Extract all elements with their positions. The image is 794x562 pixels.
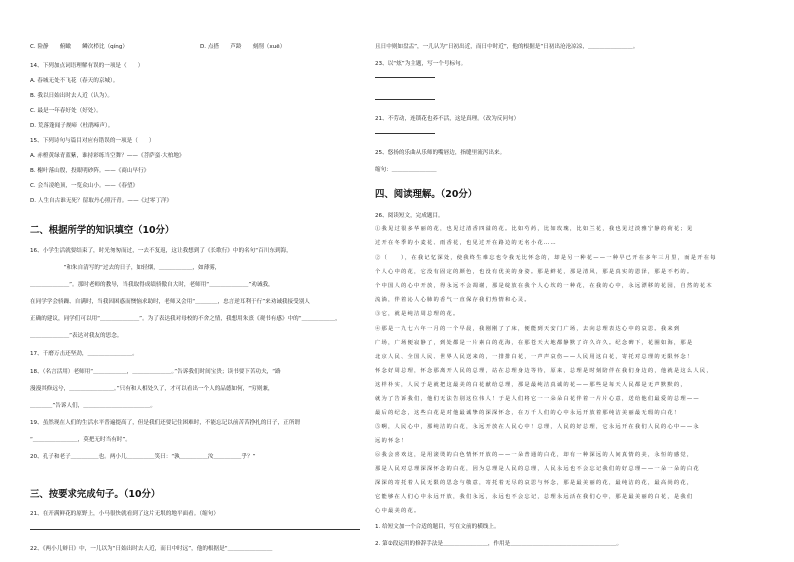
text-line: D. 荒落蓬闻子规啼（杜鹃啼声）。 [30,123,114,129]
text-line: 正确的建议，同学们可以用“＿＿＿＿＿＿＿”。为了表达我对母校的不舍之情，我想用朱熹《观书有感》中的“＿＿＿＿＿＿， [30,316,341,322]
text-line: 北京人民、全国人民、世界人民送来的，一排排白花，一声声哀伤——人民用这白花，寄托对总理的无限怀念！ [375,354,694,360]
text-line: 20、孔子和老子＿＿＿＿＿也。两小儿＿＿＿＿＿笑曰：“孰＿＿＿＿＿汝＿＿＿＿＿乎？” [30,454,256,460]
text-line: B. 我以日始出时去人近（认为）。 [30,93,113,99]
answer-line[interactable] [375,76,435,78]
text-line: 16、小学生活就要结束了，时光匆匆而过，一去不复返，这让我想到了《长歌行》中的名句“百川东到海， [30,248,292,254]
text-line: 23、以“炫”为主题，写一个号标句。 [375,61,467,67]
text-line: 流淌，伴着沁人心肺的香气一直保存我们热情和心灵。 [375,297,531,303]
text-line: 个中国人的心中开放，得永远不会凋谢，那是绽放在我个人心坎的一种花，在我的心中，永远漂移的花园，自然的花木 [375,283,713,289]
text-line: 25、悠扬的乐曲从乐师的嘴唇边，指缝里流泻出来。 [375,150,506,156]
text-line: C. 险静 俯瞰 鳞次栉比（qíng） [30,44,128,50]
text-line: 21、在开满鲜花的原野上，小马很快就看到了这片无垠的地平面看。（缩句） [30,511,219,517]
text-line: ⑤啊，人民心中，那纯洁的白花，永远开放在人民心中！总理，人民的好总理，它永远开在我们人民的心中——永 [375,424,700,430]
text-line: 最后的纪念，这些白花是对他最诚挚的深深怀念，在万千人们的心中永远开放着那纯洁美丽最无瑕的白花！ [375,410,681,416]
text-line: 15、下列诗句与篇目对应有错误的一项是（ ） [30,138,155,144]
section-heading: 二、根据所学的知识填空（10分） [30,225,175,236]
section-heading: 四、阅读理解。（20分） [375,189,478,200]
text-line: 17、千磨万击还坚劲，＿＿＿＿＿＿＿＿。 [30,351,138,357]
text-line: 这样朴实，人民于是就把这最美的白花献给总理，那是最纯洁真诚的花——那些是每天人民都是无声默默的， [375,382,687,388]
text-line: 那是人民对总理深深怀念的白花，因为总理是人民的总理，人民永远也不会忘记我们的好总理——一朵一朵的白花 [375,466,700,472]
text-line: 过开在冬季的小麦花、雨香花，也见过开在路边的无名小花…… [375,240,557,246]
text-line: A. 赤橙黄绿青蓝紫，谁持彩练当空舞？——《菩萨蛮·大柏地》 [30,153,185,159]
text-line: ＿＿＿＿”告诉人们，＿＿＿＿＿＿＿＿＿＿＿＿。 [30,403,156,409]
text-line: D. 人生自古谁无死？留取丹心照汗青。——《过零丁洋》 [30,198,173,204]
text-line: D. 点搭 芦龄 刻削（xuē） [200,44,286,50]
text-line: 怀念好周总理，怀念那离开人民的总理，站在总理身边等待，原来，总理是时刻陪伴在我们身边的，他就是这么人民， [375,368,713,374]
text-line: C. 会当凌绝顶，一览众山小。——《春望》 [30,183,139,189]
text-line: “＿＿＿＿＿＿＿＿，莫把无时当有时”。 [30,437,131,443]
text-line: ＿＿＿＿＿＿＿”。那时老师的教导，当我取得成绩骄傲自大时，老师用“＿＿＿＿＿＿＿”劝诫我， [30,282,274,288]
text-line: ＿＿＿＿＿＿＿”表达对我友的思念。 [30,333,123,339]
text-line: 21、不劳动，连锁花也养不活，这是真理。（改为反问句） [375,116,520,122]
text-line: 22、《两小儿辩日》中，一儿以为“日始出时去人近，而日中时远”，他的根据是“＿＿＿＿＿＿＿＿ [30,546,273,552]
text-line: 广场，广场便寂静了，到处都是一片素白的花海，在那苍天大地都静默了许久许久。纪念碑下，花圈如海，那是 [375,340,694,346]
text-line: 心中最美的花。 [375,508,421,514]
text-line: 缩句：＿＿＿＿＿＿＿＿ [375,167,437,173]
text-line: 14、下列加点词语理解有误的一项是（ ） [30,63,144,69]
text-line: 1. 给短文加一个合适的题目，写在文前的横线上。 [375,524,500,530]
text-line: ”和朱自清写的“过去的日子，如轻烟，＿＿＿＿＿＿，如薄雾， [30,265,221,271]
text-line: C. 最是一年春好处（好处）。 [30,108,102,114]
section-heading: 三、按要求完成句子。（10分） [30,489,161,500]
text-line: 2. 第②段运用的修辞手法是＿＿＿＿＿＿＿＿，作用是＿＿＿＿＿＿＿＿＿＿＿＿＿＿＿＿＿＿＿。 [375,541,623,547]
answer-line[interactable] [375,132,435,134]
text-line: 就为了告诉我们，他们无法告别这位伟人！于是人们将它一一朵朵白花伴着一片片心意，送给他们最爱的总理—— [375,396,700,402]
text-line: 它能够在人们心中永远开放，我们永远，永远也不会忘记，总理永远活在我们心中，那是最美丽的白花，是我们 [375,494,694,500]
text-line: ②（ ），在我记忆深处，使我终生难忘也令我无比怀念的，却是另一种花——一种早已开在多年三月里，而是开在每 [375,255,717,261]
text-line: ④那是一九七六年一月的一个早晨，我刚刚了了床，便能到天安门广场，去向总理表达心中的哀思。我来到 [375,326,681,332]
text-line: 个人心中的花，它没有固定的颜色，也没有优美的身姿。那是鲜花，那是清风，那是真实的恩泽，那是不朽的。 [375,269,694,275]
text-line: 19、虽然现在人们的生活水平普遍提高了，但是我们还要记住困难时，不能忘记以前苦苦挣扎的日子，正所谓 [30,420,301,426]
answer-line[interactable] [375,98,435,100]
text-line: B. 榭叶落山殷，投眼明砂阵。——《商山早行》 [30,168,150,174]
text-line: ①我见过很多华丽的花，也见过清香四溢的花。比如芍药，比如玫瑰，比如兰花，我也见过淡雅宁静的荷花；见 [375,226,694,232]
answer-line[interactable] [30,528,360,530]
text-line: 远的怀念！ [375,438,408,444]
text-line: 26、阅读短文，完成题目。 [375,213,444,219]
text-line: 18、（名言活用）老师用“＿＿＿＿＿＿，＿＿＿＿＿＿＿。”告诉我们时间宝贵；读书要下苦功夫，“路 [30,369,281,375]
text-line: 且日中则如盘盂”，一儿认为“日初出近，而日中时近”，他的根据是“日初出沧沧凉凉，＿＿＿＿＿＿＿＿。 [375,44,639,50]
text-line: A. 春城无处不飞花（春天的京城）。 [30,78,119,84]
text-line: 在同学学会骄躁、自满时，当我因困惑而懊恼求助时，老师又会用“＿＿＿＿，忠言逆耳利于行”来劝诫我接受别人 [30,299,310,305]
text-line: ⑥我会喜欢这，是用滚烫的白色情怀开放的——一朵普通的白花，却有一种深远的人间真情的美，永恒的感觉， [375,452,694,458]
text-line: ③它，就是纯洁周总理的花。 [375,311,460,317]
text-line: 深深的寄托着人民无限的思念与敬意，寄托着无尽的哀思与怀念，那是最美丽的花，最纯洁的花，最高尚的花， [375,480,694,486]
text-line: 漫漫其修远兮，＿＿＿＿＿＿＿＿。”只有和人相处久了，才可以看出一个人的品德如何，“穷则兼， [30,386,274,392]
